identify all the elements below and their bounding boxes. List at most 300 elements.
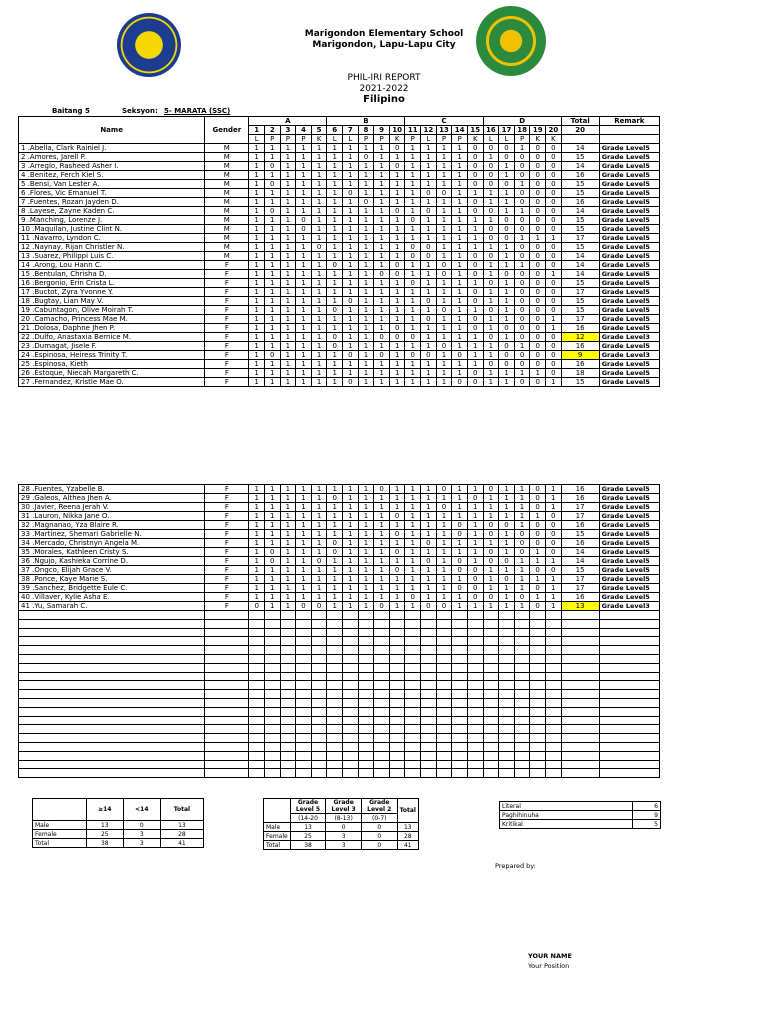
empty-cell	[343, 637, 359, 646]
item-score: 1	[358, 306, 374, 315]
student-name-text: Benitez, Ferch Kiel S.	[29, 171, 104, 179]
item-score: 1	[483, 503, 499, 512]
item-score: 1	[264, 521, 280, 530]
item-score: 1	[296, 153, 312, 162]
item-score: 1	[405, 189, 421, 198]
item-score: 0	[389, 530, 405, 539]
item-score: 1	[358, 584, 374, 593]
student-remark: Grade Level5	[599, 198, 659, 207]
item-score: 1	[249, 153, 265, 162]
summary-head: ≥14	[86, 799, 123, 821]
item-score: 1	[249, 566, 265, 575]
item-score: 1	[436, 360, 452, 369]
item-score: 1	[296, 333, 312, 342]
name-header: Name	[19, 117, 205, 144]
empty-cell	[19, 698, 205, 707]
item-score: 0	[389, 261, 405, 270]
item-number: 15	[467, 126, 483, 135]
item-score: 0	[467, 297, 483, 306]
empty-cell	[405, 628, 421, 637]
item-score: 1	[389, 189, 405, 198]
empty-cell	[467, 734, 483, 743]
item-score: 1	[280, 153, 296, 162]
item-score: 1	[421, 162, 437, 171]
item-score: 1	[499, 198, 515, 207]
item-score: 1	[343, 252, 359, 261]
student-total: 15	[561, 225, 599, 234]
table-row	[19, 584, 660, 593]
empty-cell	[405, 760, 421, 769]
item-score: 1	[249, 189, 265, 198]
item-type: P	[374, 135, 390, 144]
item-score: 1	[264, 584, 280, 593]
item-score: 1	[264, 144, 280, 153]
item-score: 1	[499, 315, 515, 324]
empty-cell	[599, 742, 659, 751]
empty-cell	[205, 734, 249, 743]
empty-cell	[436, 751, 452, 760]
empty-cell	[452, 742, 468, 751]
empty-cell	[358, 734, 374, 743]
student-name-text: Fuentes, Rozan Jayden D.	[29, 198, 119, 206]
item-score: 1	[327, 593, 343, 602]
item-score: 1	[327, 521, 343, 530]
item-score: 1	[280, 279, 296, 288]
item-score: 1	[452, 548, 468, 557]
item-score: 1	[499, 539, 515, 548]
item-score: 0	[389, 144, 405, 153]
item-score: 1	[343, 180, 359, 189]
summary-head: Grade Level 3	[326, 799, 362, 814]
item-score: 1	[327, 288, 343, 297]
item-score: 0	[467, 261, 483, 270]
student-total: 14	[561, 144, 599, 153]
empty-cell	[343, 619, 359, 628]
empty-row	[19, 698, 660, 707]
empty-cell	[296, 611, 312, 620]
item-score: 1	[405, 378, 421, 387]
empty-cell	[499, 619, 515, 628]
student-name-text: Mercado, Christnyn Angela M.	[34, 539, 140, 547]
table-row	[19, 315, 660, 324]
item-score: 1	[467, 503, 483, 512]
student-name-text: Flores, Vic Emanuel T.	[29, 189, 107, 197]
item-score: 1	[358, 566, 374, 575]
item-score: 1	[249, 225, 265, 234]
empty-cell	[545, 672, 561, 681]
table-row	[19, 342, 660, 351]
empty-cell	[389, 707, 405, 716]
student-gender: M	[205, 225, 249, 234]
empty-cell	[405, 707, 421, 716]
table-row	[19, 602, 660, 611]
student-name: 23 .Dumagat, Jisele F.	[19, 342, 205, 351]
item-score: 1	[389, 602, 405, 611]
item-score: 1	[264, 494, 280, 503]
item-score: 0	[530, 530, 546, 539]
item-score: 1	[264, 333, 280, 342]
empty-cell	[483, 751, 499, 760]
empty-cell	[467, 654, 483, 663]
item-score: 1	[389, 297, 405, 306]
empty-cell	[421, 734, 437, 743]
summary-cell: 5	[632, 820, 660, 829]
table-row	[19, 548, 660, 557]
item-score: 0	[546, 360, 562, 369]
summary-cell: 3	[123, 839, 160, 848]
empty-cell	[467, 760, 483, 769]
item-score: 1	[280, 593, 296, 602]
item-score: 1	[311, 342, 327, 351]
empty-cell	[327, 628, 343, 637]
item-score: 1	[311, 548, 327, 557]
summary-cell: 9	[632, 811, 660, 820]
item-score: 0	[514, 216, 530, 225]
item-score: 1	[374, 503, 390, 512]
item-score: 0	[530, 207, 546, 216]
item-score: 1	[296, 297, 312, 306]
item-score: 1	[514, 521, 530, 530]
item-score: 1	[327, 530, 343, 539]
empty-cell	[358, 637, 374, 646]
item-score: 1	[358, 494, 374, 503]
item-score: 1	[358, 539, 374, 548]
item-score: 0	[530, 252, 546, 261]
empty-cell	[343, 654, 359, 663]
item-type: L	[249, 135, 265, 144]
item-score: 1	[530, 557, 546, 566]
item-score: 0	[421, 297, 437, 306]
item-score: 1	[264, 378, 280, 387]
item-type: L	[421, 135, 437, 144]
item-score: 1	[296, 324, 312, 333]
student-total: 16	[561, 342, 599, 351]
empty-cell	[599, 725, 659, 734]
student-gender: F	[205, 521, 249, 530]
empty-cell	[483, 742, 499, 751]
item-score: 1	[545, 557, 561, 566]
student-remark: Grade Level3	[599, 333, 659, 342]
item-score: 0	[514, 279, 530, 288]
item-score: 0	[343, 378, 359, 387]
item-score: 1	[452, 485, 468, 494]
item-type: K	[467, 135, 483, 144]
student-remark: Grade Level5	[599, 584, 659, 593]
empty-cell	[514, 725, 530, 734]
student-total: 17	[561, 288, 599, 297]
student-number: 27	[21, 378, 30, 386]
item-score: 1	[358, 234, 374, 243]
empty-cell	[599, 716, 659, 725]
item-score: 0	[483, 593, 499, 602]
empty-row	[19, 628, 660, 637]
item-score: 1	[296, 539, 312, 548]
item-score: 1	[327, 234, 343, 243]
empty-cell	[561, 637, 599, 646]
student-remark: Grade Level5	[599, 548, 659, 557]
empty-cell	[296, 698, 312, 707]
item-score: 1	[421, 503, 437, 512]
empty-cell	[327, 769, 343, 778]
item-score: 1	[514, 234, 530, 243]
item-score: 1	[389, 593, 405, 602]
summary-cell: 28	[160, 830, 203, 839]
student-name-text: Amores, Jarell P.	[29, 153, 86, 161]
item-type: P	[452, 135, 468, 144]
item-score: 0	[530, 342, 546, 351]
student-name-text: Camacho, Princess Mae M.	[34, 315, 128, 323]
empty-cell	[514, 663, 530, 672]
student-remark: Grade Level5	[599, 342, 659, 351]
item-score: 1	[358, 557, 374, 566]
empty-row	[19, 619, 660, 628]
item-score: 1	[249, 216, 265, 225]
item-score: 1	[436, 171, 452, 180]
item-score: 1	[483, 369, 499, 378]
table-row	[19, 575, 660, 584]
item-score: 1	[327, 602, 343, 611]
student-name: 28 .Fuentes, Yzabelle B.	[19, 485, 205, 494]
student-total: 15	[561, 180, 599, 189]
item-score: 0	[530, 521, 546, 530]
item-score: 0	[311, 557, 327, 566]
empty-cell	[421, 681, 437, 690]
empty-cell	[545, 611, 561, 620]
item-score: 1	[405, 288, 421, 297]
student-gender: F	[205, 575, 249, 584]
empty-cell	[374, 725, 390, 734]
empty-cell	[280, 619, 296, 628]
empty-cell	[311, 725, 327, 734]
item-score: 1	[249, 548, 265, 557]
student-total: 16	[561, 360, 599, 369]
item-score: 0	[530, 602, 546, 611]
item-score: 1	[249, 512, 265, 521]
empty-cell	[421, 769, 437, 778]
item-score: 0	[467, 270, 483, 279]
gender-header: Gender	[205, 117, 249, 144]
student-name: 10 .Maquilan, Justine Clint N.	[19, 225, 205, 234]
student-name-text: Ngujo, Kashieka Corrine D.	[34, 557, 129, 565]
empty-cell	[599, 734, 659, 743]
item-score: 1	[296, 261, 312, 270]
student-number: 15	[21, 270, 30, 278]
item-score: 0	[499, 180, 515, 189]
summary-cell: Kritikal	[500, 820, 633, 829]
empty-cell	[545, 742, 561, 751]
empty-cell	[311, 654, 327, 663]
item-score: 0	[374, 351, 390, 360]
item-score: 1	[358, 351, 374, 360]
empty-cell	[561, 663, 599, 672]
summary-cell: 6	[632, 802, 660, 811]
item-score: 1	[296, 144, 312, 153]
item-score: 1	[374, 216, 390, 225]
item-score: 0	[530, 180, 546, 189]
summary-cell: 25	[290, 832, 326, 841]
item-score: 1	[374, 324, 390, 333]
summary-cell: Paghihinuha	[500, 811, 633, 820]
item-score: 1	[405, 521, 421, 530]
empty-cell	[436, 681, 452, 690]
empty-cell	[358, 760, 374, 769]
empty-cell	[205, 760, 249, 769]
empty-cell	[343, 769, 359, 778]
student-name-text: Espinosa, Heiress Trinity T.	[34, 351, 128, 359]
student-remark: Grade Level5	[599, 162, 659, 171]
item-score: 1	[452, 602, 468, 611]
student-number: 18	[21, 297, 30, 305]
empty-cell	[561, 611, 599, 620]
item-score: 1	[311, 288, 327, 297]
item-score: 1	[405, 153, 421, 162]
empty-cell	[358, 751, 374, 760]
item-score: 1	[374, 306, 390, 315]
student-name-text: Magnanao, Yza Blaire R.	[34, 521, 119, 529]
empty-cell	[374, 637, 390, 646]
empty-cell	[514, 646, 530, 655]
school-year: 2021-2022	[359, 84, 409, 94]
signatory-name: YOUR NAME	[528, 952, 572, 960]
empty-cell	[452, 698, 468, 707]
item-score: 1	[405, 171, 421, 180]
student-remark: Grade Level5	[599, 144, 659, 153]
item-score: 0	[343, 189, 359, 198]
empty-cell	[249, 725, 265, 734]
item-score: 1	[343, 207, 359, 216]
empty-cell	[421, 725, 437, 734]
empty-cell	[205, 769, 249, 778]
empty-cell	[499, 690, 515, 699]
empty-cell	[249, 663, 265, 672]
empty-cell	[467, 611, 483, 620]
student-total: 15	[561, 378, 599, 387]
empty-cell	[436, 654, 452, 663]
item-score: 0	[467, 584, 483, 593]
item-score: 0	[483, 279, 499, 288]
student-total: 17	[561, 575, 599, 584]
item-score: 1	[436, 225, 452, 234]
item-score: 1	[358, 252, 374, 261]
item-score: 0	[296, 225, 312, 234]
item-score: 1	[374, 297, 390, 306]
student-name-text: Bugtay, Lian May V.	[34, 297, 104, 305]
item-score: 1	[421, 180, 437, 189]
empty-cell	[205, 690, 249, 699]
item-score: 1	[499, 602, 515, 611]
empty-cell	[343, 690, 359, 699]
student-gender: F	[205, 485, 249, 494]
item-score: 1	[452, 180, 468, 189]
item-score: 1	[483, 153, 499, 162]
empty-cell	[249, 734, 265, 743]
item-score: 0	[530, 485, 546, 494]
empty-cell	[280, 707, 296, 716]
empty-cell	[514, 672, 530, 681]
empty-row	[19, 663, 660, 672]
item-score: 0	[530, 270, 546, 279]
empty-cell	[205, 663, 249, 672]
summary-cell: 38	[86, 839, 123, 848]
empty-cell	[327, 637, 343, 646]
empty-cell	[343, 760, 359, 769]
empty-cell	[499, 681, 515, 690]
empty-cell	[561, 681, 599, 690]
empty-cell	[545, 734, 561, 743]
student-number: 21	[21, 324, 30, 332]
item-score: 1	[421, 216, 437, 225]
table-row	[19, 324, 660, 333]
empty-cell	[599, 672, 659, 681]
student-name: 14 .Arong, Lou Hann C.	[19, 261, 205, 270]
empty-cell	[530, 628, 546, 637]
item-score: 1	[343, 306, 359, 315]
empty-cell	[530, 760, 546, 769]
student-gender: F	[205, 306, 249, 315]
student-total: 16	[561, 324, 599, 333]
empty-cell	[530, 716, 546, 725]
item-score: 1	[296, 207, 312, 216]
item-score: 1	[311, 485, 327, 494]
item-score: 0	[499, 575, 515, 584]
student-name: 21 .Dolosa, Daphne Jhen P.	[19, 324, 205, 333]
empty-cell	[467, 663, 483, 672]
empty-cell	[499, 698, 515, 707]
empty-cell	[19, 628, 205, 637]
summary-cell: 0	[361, 841, 397, 850]
item-score: 1	[264, 288, 280, 297]
item-score: 1	[264, 530, 280, 539]
item-score: 0	[374, 485, 390, 494]
summary-by-score	[32, 798, 204, 848]
empty-cell	[249, 619, 265, 628]
item-score: 1	[311, 351, 327, 360]
item-score: 1	[389, 306, 405, 315]
empty-cell	[452, 628, 468, 637]
item-score: 1	[343, 198, 359, 207]
prepared-by-label: Prepared by:	[495, 862, 536, 870]
empty-cell	[327, 663, 343, 672]
item-score: 1	[499, 566, 515, 575]
empty-cell	[545, 690, 561, 699]
item-score: 0	[514, 315, 530, 324]
item-score: 1	[249, 243, 265, 252]
item-score: 1	[358, 378, 374, 387]
empty-cell	[599, 681, 659, 690]
empty-row	[19, 681, 660, 690]
empty-cell	[358, 769, 374, 778]
item-score: 1	[436, 180, 452, 189]
student-number: 4	[21, 171, 26, 179]
empty-cell	[599, 698, 659, 707]
item-score: 1	[467, 557, 483, 566]
empty-cell	[530, 654, 546, 663]
empty-cell	[483, 654, 499, 663]
item-score: 1	[546, 378, 562, 387]
empty-cell	[19, 751, 205, 760]
item-score: 1	[389, 234, 405, 243]
student-gender: M	[205, 189, 249, 198]
student-remark: Grade Level5	[599, 378, 659, 387]
empty-cell	[514, 619, 530, 628]
item-score: 1	[436, 530, 452, 539]
empty-cell	[452, 619, 468, 628]
item-number: 17	[499, 126, 515, 135]
empty-cell	[421, 716, 437, 725]
item-score: 0	[499, 225, 515, 234]
section-value: 5- MARATA (SSC)	[164, 107, 231, 115]
item-score: 0	[514, 378, 530, 387]
